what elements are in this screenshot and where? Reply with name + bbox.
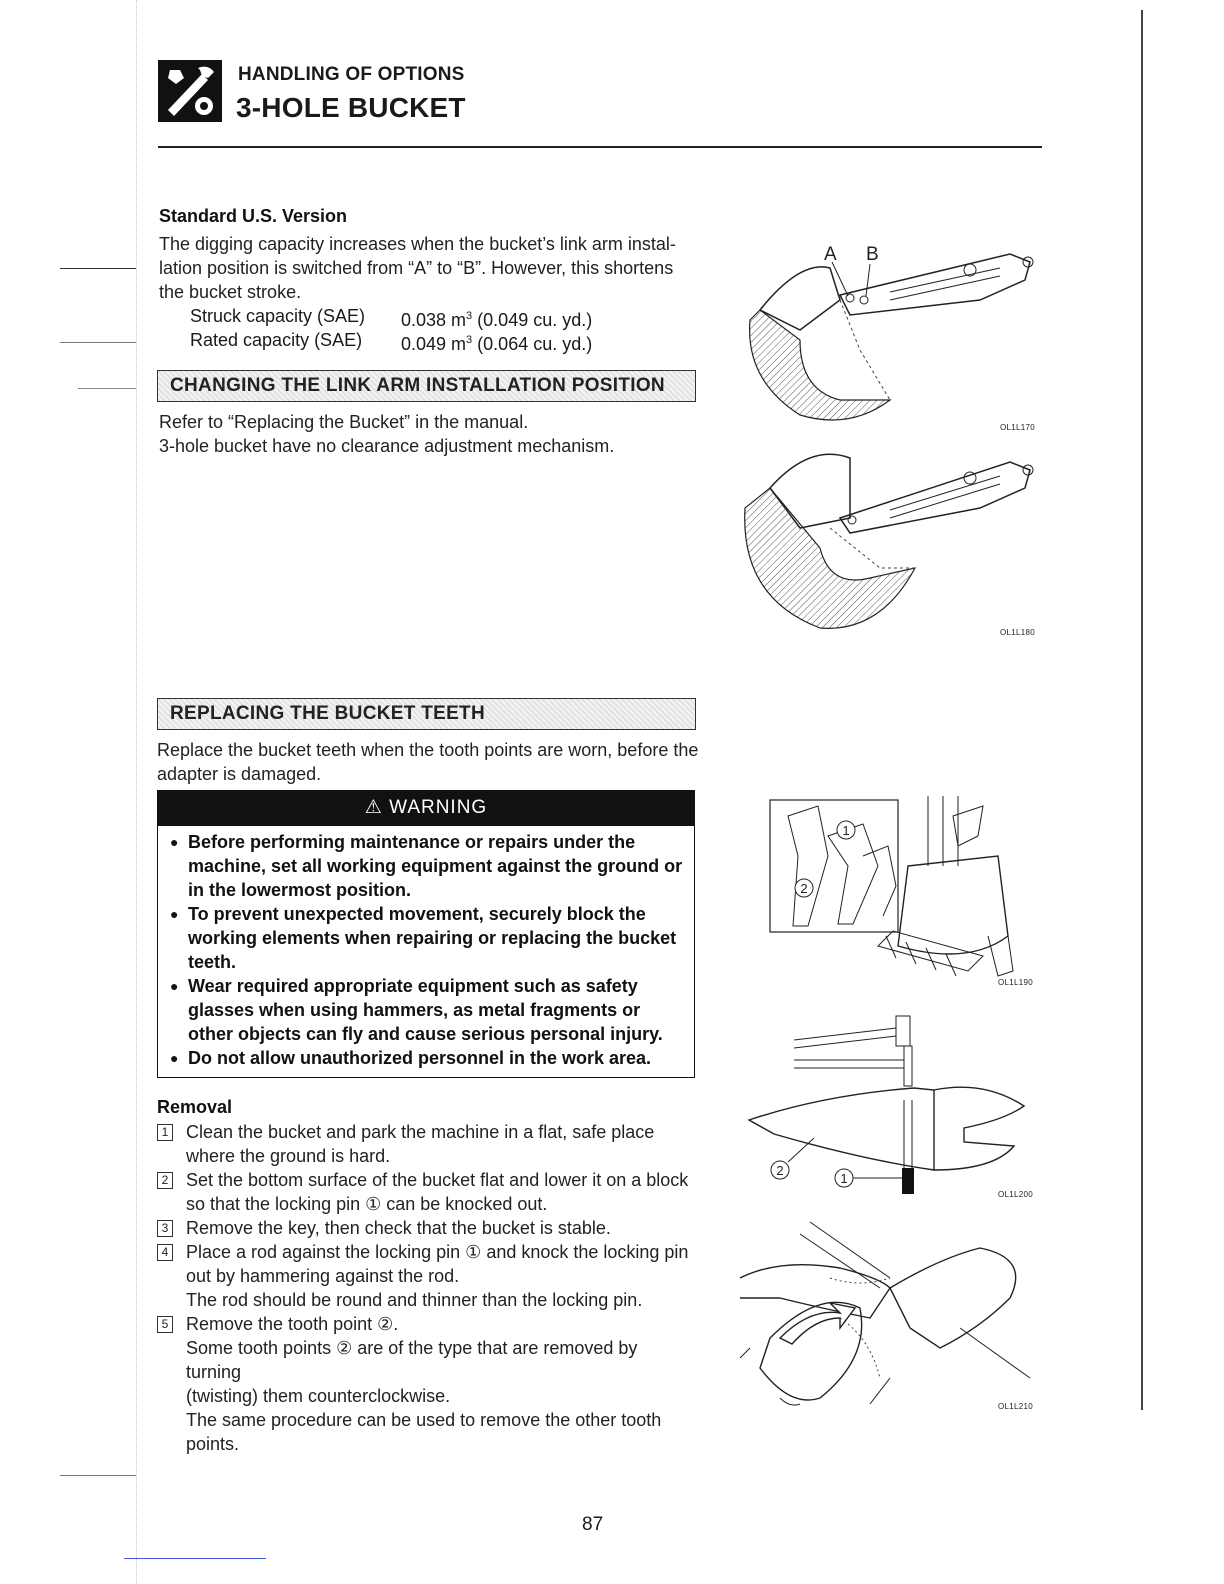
change-bar — [60, 268, 136, 269]
figure-caption: OL1L190 — [998, 978, 1034, 987]
warning-list — [170, 830, 690, 1070]
label-position-a: A — [824, 244, 837, 265]
paragraph-line: The digging capacity increases when the bucket’s link arm instal- — [159, 234, 676, 254]
removal-steps — [157, 1120, 697, 1456]
figure-bucket-teeth — [768, 796, 1028, 992]
standard-us-paragraph — [159, 232, 719, 304]
link-arm-paragraph — [159, 410, 719, 458]
page-title: 3-HOLE BUCKET — [236, 92, 466, 123]
paragraph-line: lation position is switched from “A” to “B”. However, this shortens — [159, 258, 674, 278]
figure-twist-removal — [740, 1218, 1036, 1414]
paragraph-line: 3-hole bucket have no clearance adjustment mechanism. — [159, 436, 615, 456]
warning-label: WARNING — [389, 797, 488, 818]
bucket-teeth-paragraph — [157, 738, 717, 786]
spec-label: Rated capacity (SAE) — [190, 330, 363, 350]
header-divider — [158, 146, 1042, 148]
figure-caption: OL1L170 — [1000, 423, 1036, 432]
step-number-box: 5 — [157, 1316, 173, 1333]
removal-step: 4 Place a rod against the locking pin ① and knock the locking pin out by hammering against the rod. The rod should be round and thinner than the locking pin. — [157, 1240, 697, 1312]
removal-heading: Removal — [157, 1097, 233, 1117]
callout-tooth-point: 2 — [776, 1163, 784, 1178]
spec-label: Struck capacity (SAE) — [190, 306, 366, 326]
callout-tooth-point: 2 — [800, 881, 808, 896]
bucket-teeth-section-bar: REPLACING THE BUCKET TEETH — [157, 698, 696, 730]
figure-link-position-ab — [740, 240, 1040, 430]
spec-row-rated — [190, 328, 670, 352]
figure-caption: OL1L200 — [998, 1190, 1034, 1199]
removal-step: 5 Remove the tooth point ②. Some tooth points ② are of the type that are removed by turning (twisting) them counterclockwise. The same procedure can be used to remove the other tooth points. — [157, 1312, 697, 1456]
page-number: 87 — [582, 1514, 604, 1535]
binding-margin-line — [136, 0, 137, 1584]
callout-locking-pin: 1 — [840, 1171, 848, 1186]
figure-caption: OL1L210 — [998, 1402, 1034, 1411]
bottom-rule — [124, 1558, 266, 1559]
label-position-b: B — [866, 244, 879, 265]
paragraph-line: the bucket stroke. — [159, 282, 302, 302]
change-bar — [60, 342, 136, 343]
spec-value: 0.049 $m^3$ (0.064 cu. yd.) — [401, 334, 593, 354]
options-tools-icon — [158, 60, 222, 122]
step-number-box: 4 — [157, 1244, 173, 1261]
callout-locking-pin: 1 — [842, 823, 850, 838]
page-right-border — [1141, 10, 1143, 1410]
removal-step: 2 Set the bottom surface of the bucket flat and lower it on a block so that the locking pin ① can be knocked out. — [157, 1168, 697, 1216]
spec-row-struck — [190, 304, 670, 328]
warning-header — [157, 790, 695, 826]
warning-item: ● Do not allow unauthorized personnel in the work area. — [170, 1046, 690, 1070]
link-arm-section-bar: CHANGING THE LINK ARM INSTALLATION POSITION — [157, 370, 696, 402]
removal-step: 1 Clean the bucket and park the machine in a flat, safe place where the ground is hard. — [157, 1120, 697, 1168]
section-label: HANDLING OF OPTIONS — [238, 64, 465, 85]
standard-us-heading: Standard U.S. Version — [159, 206, 348, 226]
warning-item: ● Wear required appropriate equipment such as safety glasses when using hammers, as metal fragments or other objects can fly and cause serious personal injury. — [170, 974, 690, 1046]
spec-value: 0.038 $m^3$ (0.049 cu. yd.) — [401, 310, 593, 330]
removal-step: 3 Remove the key, then check that the bucket is stable. — [157, 1216, 697, 1240]
warning-item: ● To prevent unexpected movement, securely block the working elements when repairing or replacing the bucket teeth. — [170, 902, 690, 974]
change-bar — [60, 1475, 136, 1476]
paragraph-line: adapter is damaged. — [157, 764, 322, 784]
change-bar — [78, 388, 136, 389]
step-number-box: 3 — [157, 1220, 173, 1237]
step-number-box: 1 — [157, 1124, 173, 1141]
warning-item: ● Before performing maintenance or repairs under the machine, set all working equipment against the ground or in the lowermost position. — [170, 830, 690, 902]
warning-triangle-icon: ⚠ — [364, 797, 383, 818]
step-number-box: 2 — [157, 1172, 173, 1189]
figure-link-position-b — [740, 448, 1040, 638]
figure-caption: OL1L180 — [1000, 628, 1036, 637]
paragraph-line: Refer to “Replacing the Bucket” in the manual. — [159, 412, 529, 432]
figure-hammer-rod — [744, 1010, 1034, 1200]
paragraph-line: Replace the bucket teeth when the tooth points are worn, before the — [157, 740, 699, 760]
